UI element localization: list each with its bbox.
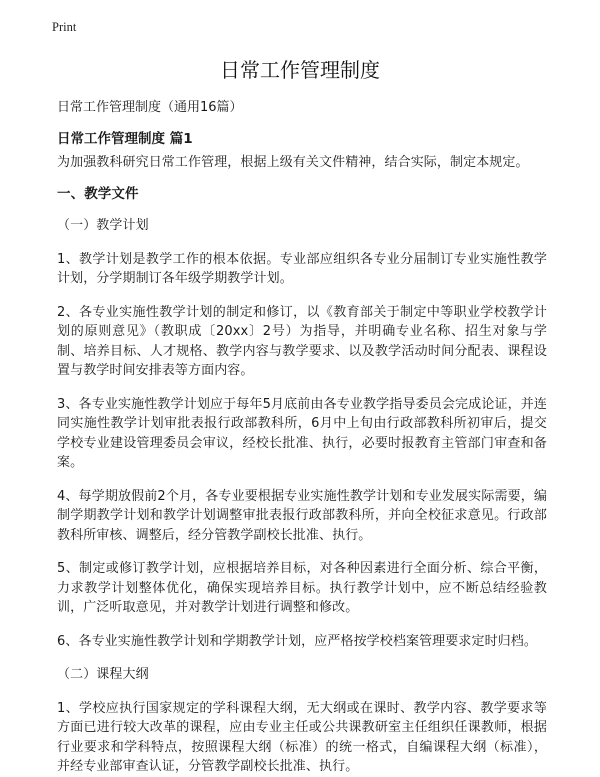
list-item: 6、各专业实施性教学计划和学期教学计划，应严格按学校档案管理要求定时归档。 [57,633,537,649]
list-item: 2、各专业实施性教学计划的制定和修订，以《教育部关于制定中等职业学校教学计划的原则意见》（教职成〔20xx〕2号）为指导，并明确专业名称、招生对象与学制、培养目标、人才规格、教学内容与教学要求、以及教学活动时间分配表、课程设置与教学时间安排表等方面内容。 [57,304,547,378]
intro-paragraph: 为加强教科研究日常工作管理，根据上级有关文件精神，结合实际，制定本规定。 [57,155,529,170]
document-subtitle: 日常工作管理制度（通用16篇） [57,100,243,115]
print-link[interactable]: Print [52,20,77,34]
list-item: 1、教学计划是教学工作的根本依据。专业部应组织各专业分届制订专业实施性教学计划，分学期制订各年级学期教学计划。 [57,251,547,286]
list-item: 4、每学期放假前2个月，各专业要根据专业实施性教学计划和专业发展实际需要，编制学期教学计划和教学计划调整审批表报行政部教科所，并向全校征求意见。行政部教科所审核、调整后，经分管教学副校长批准、执行。 [57,488,547,543]
article-body [57,153,547,777]
document-title: 日常工作管理制度 [220,58,380,82]
list-item: 1、学校应执行国家规定的学科课程大纲，无大纲或在课时、教学内容、教学要求等方面已进行较大改革的课程，应由专业主任或公共课教研室主任组织任课教师，根据行业要求和学科特点，按照课程大纲（标准）的统一格式，自编课程大纲（标准），并经专业部审查认证，分管教学副校长批准、执行。 [57,700,547,774]
heading-teaching-documents: 一、教学文件 [57,185,139,202]
list-item: 3、各专业实施性教学计划应于每年5月底前由各专业教学指导委员会完成论证，并连同实施性教学计划审批表报行政部教科所，6月中上旬由行政部教科所初审后，提交学校专业建设管理委员会审议，经校长批准、执行，必要时报教育主管部门审查和备案。 [57,396,547,470]
list-item: 5、制定或修订教学计划，应根据培养目标，对各种因素进行全面分析、综合平衡，力求教学计划整体优化，确保实现培养目标。执行教学计划中，应不断总结经验教训，广泛听取意见，并对教学计划进行调整和修改。 [57,561,547,615]
section-title: 日常工作管理制度 篇1 [57,131,193,147]
subheading-teaching-plan: （一）教学计划 [57,218,149,233]
subheading-course-syllabus: （二）课程大纲 [57,667,149,682]
